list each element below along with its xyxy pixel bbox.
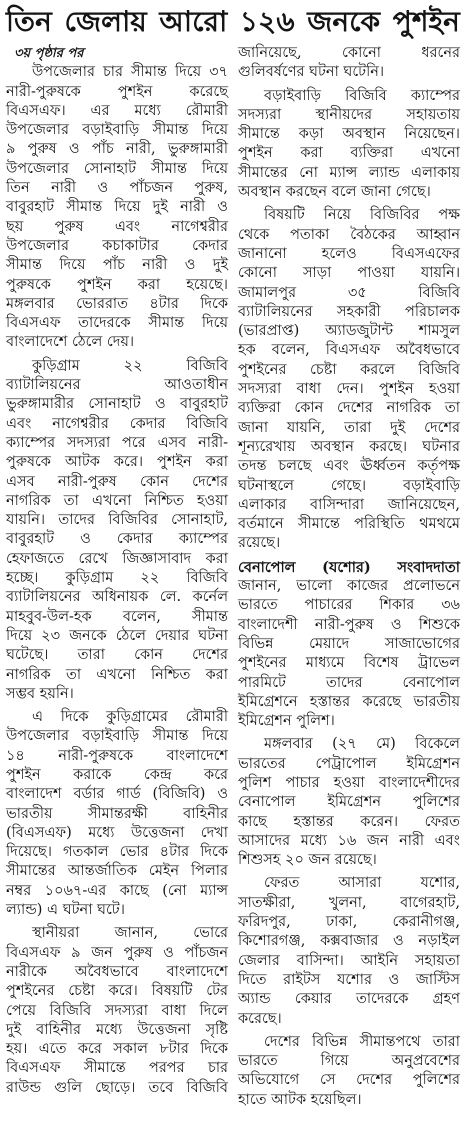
paragraph — [238, 206, 460, 553]
text-line: ছয় পুরুষ এবং নাগেশ্বরীর — [6, 218, 228, 235]
text-line: ল্যান্ড) এ ঘটনা ঘটে। — [6, 902, 125, 919]
paragraph — [238, 44, 460, 83]
text-line: গুলিবর্ষণের ঘটনা ঘটেনি। — [238, 64, 385, 81]
text-line: এবং নাগেশ্বরীর কেদার বিজিবি — [6, 415, 228, 432]
text-line: বিএসএফ ৯ জন পুরুষ ও পাঁচজন — [6, 944, 228, 961]
text-line: দুই বাহিনীর মধ্যে উত্তেজনা সৃষ্টি — [6, 1021, 228, 1038]
text-line: দিয়ে ২৩ জনকে ঠেলে দেয়ার ঘটনা — [6, 627, 228, 644]
text-line: শিশুসহ ২০ জন রয়েছে। — [238, 852, 377, 869]
text-line: ফেরত আসারা যশোর, — [264, 875, 460, 892]
text-line: বাংলাদেশী নারী-পুরুষ ও শিশুকে — [238, 616, 460, 633]
text-line: বেনাপোল ইমিগ্রেশন পুলিশের — [238, 794, 460, 811]
paragraph — [238, 874, 460, 1028]
text-line: জানা যায়নি, তারা দুই দেশের — [238, 419, 460, 436]
text-line: পুশইনের মাধ্যমে বিশেষ ট্রাভেল — [238, 655, 460, 672]
text-line: পুশইন করা ব্যক্তিরা এখনো — [238, 145, 460, 162]
text-line: ইমিগ্রেশনে হস্তান্তর করেছে ভারতীয় — [238, 693, 460, 710]
text-line: হাতে আটক হয়েছিল। — [238, 1091, 362, 1108]
text-line: বিএসএফ তাদেরকে সীমান্ত দিয়ে — [6, 315, 228, 332]
text-line: সাতক্ষীরা, খুলনা, বাগেরহাট, — [238, 894, 460, 911]
text-line: থেকে পতাকা বৈঠকের আহ্বান — [238, 226, 460, 243]
text-line: তদন্ত চলছে এবং ঊর্ধ্বতন কর্তৃপক্ষ — [238, 458, 460, 475]
headline: তিন জেলায় আরো ১২৬ জনকে পুশইন — [6, 5, 460, 38]
article-body — [6, 44, 460, 1110]
text-line: সীমান্তের আন্তর্জাতিক মেইন পিলার — [6, 863, 228, 880]
text-line: হক বলেন, বিএসএফ অবৈধভাবে — [238, 342, 460, 359]
text-line: সদস্যরা বাধা দেন। পুশইন হওয়া — [238, 381, 460, 398]
text-line: বাংলাদেশ বর্ডার গার্ড (বিজিবি) ও — [6, 786, 228, 803]
paragraph — [238, 1033, 460, 1110]
text-line: অবস্থান করছেন বলে জানা গেছে। — [238, 184, 431, 201]
text-line: হয়। এতে করে সকাল ৮টার দিকে — [6, 1041, 228, 1058]
byline-paragraph — [238, 558, 460, 732]
text-line: (বিএসএফ) মধ্যে উত্তেজনা দেখা — [6, 824, 228, 841]
text-line: সীমান্তে কড়া অবস্থান নিয়েছেন। — [238, 126, 460, 143]
text-line: ব্যাটালিয়নের সহকারী পরিচালক — [238, 303, 460, 320]
text-line: পুশইনের চেষ্টা করে। বিষয়টি টের — [6, 983, 228, 1000]
text-line: পুশইনের চেষ্টা করলে বিজিবি — [238, 361, 460, 378]
text-line: বিষয়টি নিয়ে বিজিবির পক্ষ — [264, 207, 460, 224]
text-line: স্থানীয়রা জানান, ভোরে — [32, 925, 228, 942]
text-line: জানানো হলেও বিএসএফের — [238, 245, 460, 262]
text-line: ৯ পুরুষ ও পাঁচ নারী, ভুরুঙ্গামারী — [6, 141, 228, 158]
text-line: অভিযোগে সে দেশের পুলিশের — [238, 1072, 460, 1089]
text-line: ব্যাটালিয়নের অধিনায়ক লে. কর্নেল — [6, 589, 228, 606]
text-line: উপজেলার চার সীমান্ত দিয়ে ৩৭ — [32, 64, 228, 81]
text-line: ভারতে গিয়ে অনুপ্রবেশের — [238, 1053, 460, 1070]
text-line: মঙ্গলবার (২৭ মে) বিকেলে — [264, 736, 460, 753]
text-line: জামালপুর ৩৫ বিজিবি — [238, 284, 460, 301]
text-line: নাগরিক তা এখনো নিশ্চিত হওয়া — [6, 492, 228, 509]
text-line: এলাকার বাসিন্দারা জানিয়েছেন, — [238, 496, 460, 513]
text-line: বাবুরহাট সীমান্ত দিয়ে দুই নারী ও — [6, 199, 228, 216]
text-line: পারমিটে তাদের বেনাপোল — [238, 674, 460, 691]
text-line: তিন নারী ও পাঁচজন পুরুষ, — [6, 180, 228, 197]
text-line: এ দিকে কুড়িগ্রামের রৌমারী — [32, 709, 228, 726]
paragraph — [6, 924, 228, 1098]
text-line: বাবুরহাট ও কেদার ক্যাম্পের — [6, 531, 228, 548]
text-line: বর্তমানে সীমান্তে পরিস্থিতি থমথমে — [238, 516, 460, 533]
text-line: জানিয়েছে, কোনো ধরনের — [238, 45, 460, 61]
text-line: বাংলাদেশে ঠেলে দেয়। — [6, 334, 135, 351]
text-line: হেফাজতে রেখে জিজ্ঞাসাবাদ করা — [6, 550, 228, 567]
text-line: উপজেলার সোনাহাট সীমান্ত দিয়ে — [6, 160, 228, 177]
text-line: ইমিগ্রেশন পুলিশ। — [238, 713, 335, 730]
text-line: সীমান্তের নো ম্যান্স ল্যান্ড এলাকায় — [238, 164, 460, 181]
text-line: উপজেলার বড়াইবাড়ি সীমান্ত দিয়ে — [6, 728, 228, 745]
text-line: ক্যাম্পের সদস্যরা পরে এসব নারী- — [6, 434, 228, 451]
text-line: আসাদের মধ্যে ১৬ জন নারী এবং — [238, 832, 460, 849]
text-line: কোনো সাড়া পাওয়া যায়নি। — [238, 265, 460, 282]
byline: বেনাপোল (যশোর) সংবাদদাতা — [238, 558, 460, 576]
text-line: ব্যাটালিয়নের আওতাধীন — [6, 377, 228, 394]
text-line: (ভারপ্রাপ্ত) অ্যাডজুটান্ট শামসুল — [238, 323, 460, 340]
paragraph — [238, 87, 460, 203]
text-line: পুরুষকে আটক করে। পুশইন করা — [6, 454, 228, 471]
text-line: নাগরিক তা এখনো নিশ্চিত করা — [6, 666, 228, 683]
text-line: কাছে হস্তান্তর করেন। ফেরত — [238, 813, 460, 830]
text-line: বিভিন্ন মেয়াদে সাজাভোগের — [238, 635, 460, 652]
text-line: দিতে রাইটস যশোর ও জাস্টিস — [238, 971, 460, 988]
continuation-note: ৩য় পৃষ্ঠার পর — [14, 46, 84, 61]
text-line: ১৪ নারী-পুরুষকে বাংলাদেশে — [6, 747, 228, 764]
text-line: রাউন্ড গুলি ছোড়ে। তবে বিজিবি — [6, 1079, 228, 1096]
text-line: জানান, ভালো কাজের প্রলোভনে — [238, 578, 460, 595]
text-line: ভুরুঙ্গামারীর সোনাহাট ও বাবুরহাট — [6, 396, 228, 413]
text-line: নারীকে অবৈধভাবে বাংলাদেশে — [6, 963, 228, 980]
text-line: বিএসএফ। এর মধ্যে রৌমারী — [6, 102, 228, 119]
text-line: অ্যান্ড কেয়ার তাদেরকে গ্রহণ — [238, 991, 460, 1008]
text-line: উপজেলার কচাকাটার কেদার — [6, 237, 228, 254]
text-line: কিশোরগঞ্জ, কক্সবাজার ও নড়াইল — [238, 933, 460, 950]
text-line: পুশইন করাকে কেন্দ্র করে — [6, 766, 228, 783]
paragraph — [6, 63, 228, 352]
paragraph — [238, 735, 460, 870]
text-line: ঘটনাস্থলে গেছে। বড়াইবাড়ি — [238, 477, 460, 494]
text-line: বিএসএফ সীমান্তে পরপর চার — [6, 1060, 228, 1077]
text-line: ভারতীয় সীমান্তরক্ষী বাহিনীর — [6, 805, 228, 822]
text-line: ফরিদপুর, ঢাকা, কেরানীগঞ্জ, — [238, 914, 460, 931]
text-line: পুরুষকে পুশইন করা হয়েছে। — [6, 276, 228, 293]
text-line: পুলিশ পাচার হওয়া বাংলাদেশীদের — [238, 774, 460, 791]
text-line: উপজেলার বড়াইবাড়ি সীমান্ত দিয়ে — [6, 122, 228, 139]
text-line: নারী-পুরুষকে পুশইন করেছে — [6, 83, 228, 100]
text-line: ব্যক্তিরা কোন দেশের নাগরিক তা — [238, 400, 460, 417]
right-column — [238, 44, 460, 1110]
text-line: বড়াইবাড়ি বিজিবি ক্যাম্পের — [264, 87, 460, 104]
text-line: দিয়েছে। গতকাল ভোর ৪টার দিকে — [6, 844, 228, 861]
text-line: ঘটেছে। তারা কোন দেশের — [6, 647, 228, 664]
text-line: এসব নারী-পুরুষ কোন দেশের — [6, 473, 228, 490]
text-line: যায়নি। তাদের বিজিবির সোনাহাট, — [6, 512, 228, 529]
paragraph — [6, 708, 228, 920]
text-line: পেয়ে বিজিবি সদস্যরা বাধা দিলে — [6, 1002, 228, 1019]
text-line: সদস্যরা স্থানীয়দের সহায়তায় — [238, 106, 460, 123]
paragraph — [6, 357, 228, 704]
left-column — [6, 44, 228, 1110]
text-line: হচ্ছে। কুড়িগ্রাম ২২ বিজিবি — [6, 570, 228, 587]
text-line: করেছে। — [238, 1010, 282, 1027]
text-line: মঙ্গলবার ভোররাত ৪টার দিকে — [6, 295, 228, 312]
text-line: শূন্যরেখায় অবস্থান করছে। ঘটনার — [238, 438, 460, 455]
text-line: দেশের বিভিন্ন সীমান্তপথে তারা — [264, 1033, 460, 1050]
text-line: নম্বর ১০৬৭-এর কাছে (নো ম্যান্স — [6, 882, 228, 899]
text-line: ভারতে পাচারের শিকার ৩৬ — [238, 597, 460, 614]
text-line: ভারতের পেট্রাপোল ইমিগ্রেশন — [238, 755, 460, 772]
text-line: কুড়িগ্রাম ২২ বিজিবি — [32, 357, 228, 374]
text-line: রয়েছে। — [238, 535, 281, 552]
text-line: মাহবুব-উল-হক বলেন, সীমান্ত — [6, 608, 228, 625]
text-line: সীমান্ত দিয়ে পাঁচ নারী ও দুই — [6, 257, 228, 274]
text-line: সম্ভব হয়নি। — [6, 685, 74, 702]
text-line: জেলার বাসিন্দা। আইনি সহায়তা — [238, 952, 460, 969]
